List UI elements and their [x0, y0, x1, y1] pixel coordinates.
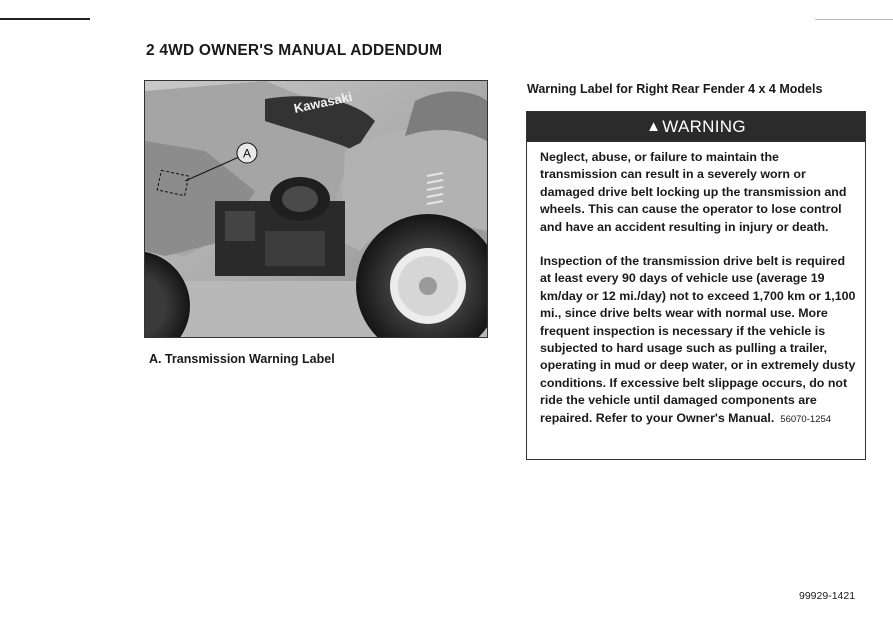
warning-body [527, 142, 865, 428]
page-title: 2 4WD OWNER'S MANUAL ADDENDUM [146, 42, 443, 59]
warning-header [527, 112, 865, 142]
warning-paragraph-1: Neglect, abuse, or failure to maintain the transmission can result in a severely worn or damaged drive belt locking up the transmission and wheels. This can cause the operator to lose control and have an accident resulting in injury or death. [540, 150, 847, 234]
callout-a-letter: A [242, 146, 252, 161]
brand-text: Kawasaki [292, 88, 354, 116]
warning-paragraph-2 [540, 253, 857, 428]
warning-header-text: WARNING [662, 117, 746, 136]
warning-label-title: Warning Label for Right Rear Fender 4 x 4 Models [527, 82, 823, 96]
top-right-rule [815, 19, 893, 20]
warning-paragraph-2-text: Inspection of the transmission drive belt is required at least every 90 days of vehicle use (average 19 km/day or 12 mi./day) not to exceed 1,700 km or 1,100 mi., since drive belts wear with normal use. More frequent inspection is necessary if the vehicle is subjected to hard usage such as pulling a trailer, operating in mud or deep water, or in extremely dusty conditions. If excessive belt slippage occurs, do not ride the vehicle until damaged components are repaired. Refer to your Owner's Manual. [540, 254, 856, 425]
page-number: 99929-1421 [799, 590, 856, 602]
warning-label-box [526, 111, 866, 460]
top-left-rule [0, 18, 90, 20]
warning-triangle-icon: ▲ [646, 117, 662, 135]
atv-photo [144, 80, 488, 338]
label-part-number: 56070-1254 [780, 413, 832, 425]
figure-caption: A. Transmission Warning Label [149, 352, 335, 366]
